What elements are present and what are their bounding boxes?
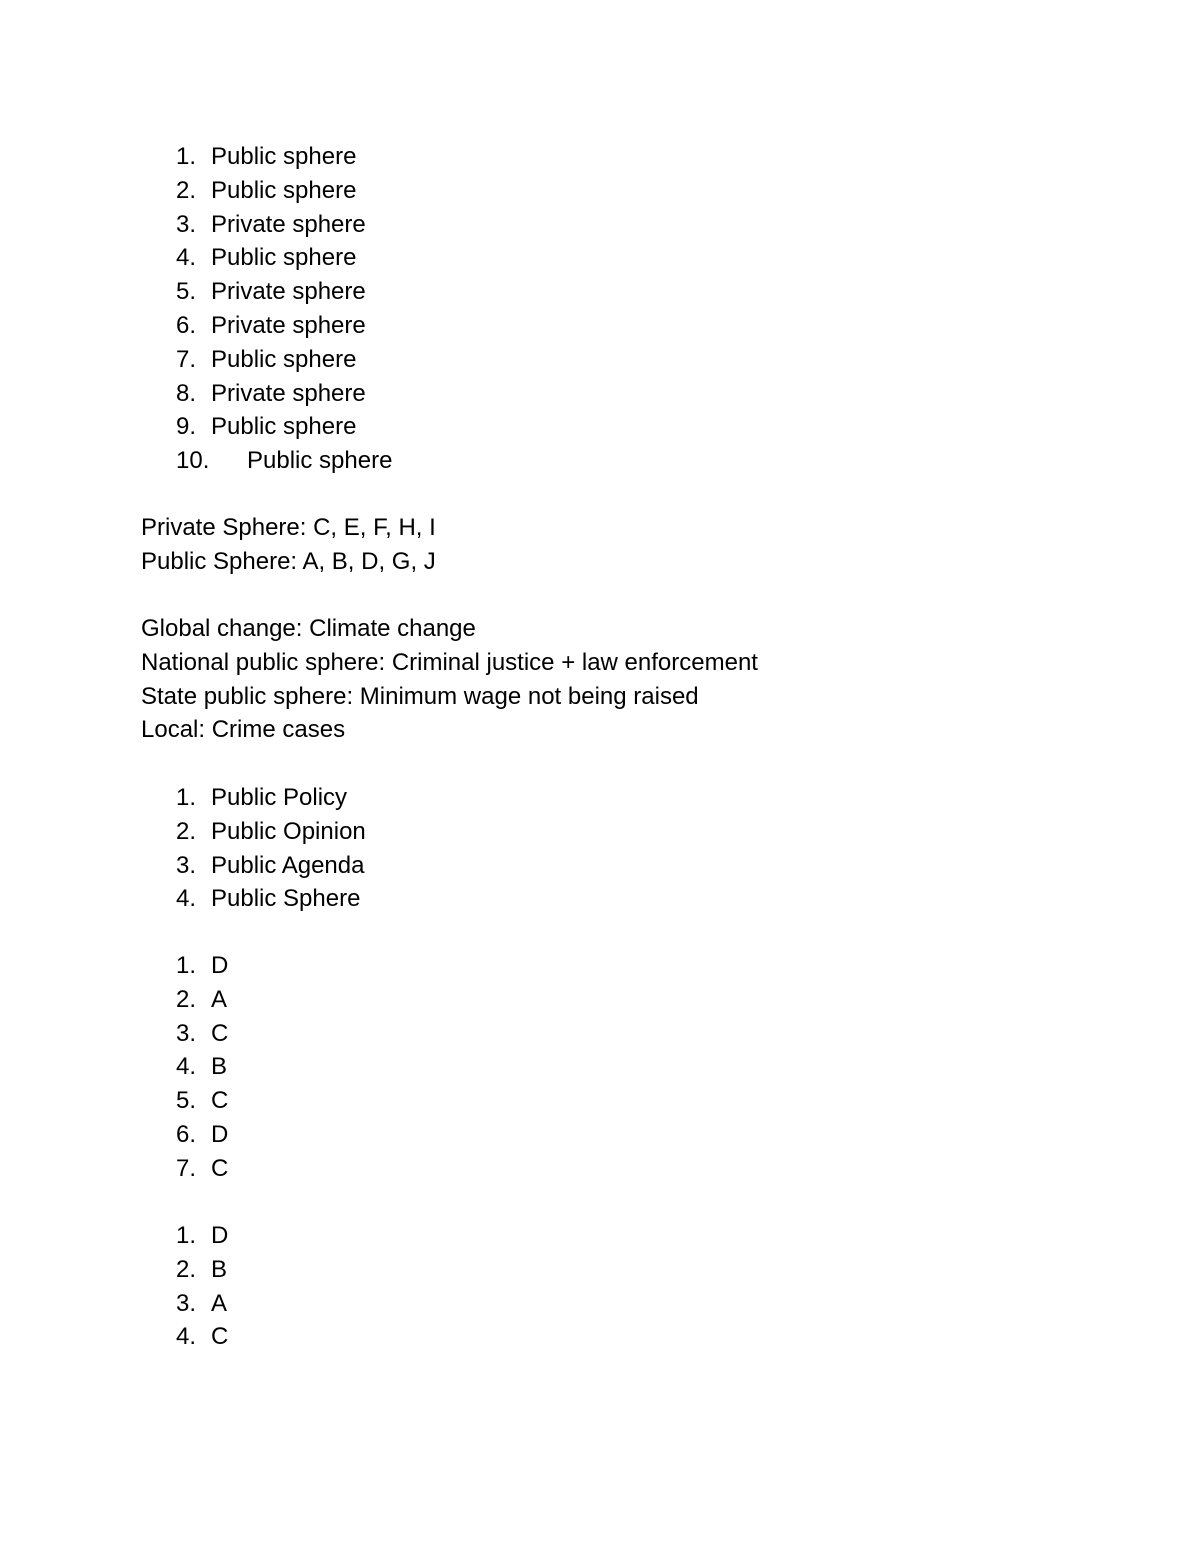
list-item: 9. Public sphere <box>176 413 357 441</box>
list-item: 10. Public sphere <box>176 447 393 475</box>
list-item: 1. Public Policy <box>176 784 348 811</box>
level-line: State public sphere: Minimum wage not being raised <box>141 682 699 710</box>
letter-answer-list-2 <box>141 1219 228 1354</box>
terms-list <box>141 781 366 916</box>
list-item: 4. Public sphere <box>176 244 357 272</box>
list-item: 3. Private sphere <box>176 210 366 238</box>
list-item: 5. Private sphere <box>176 278 366 306</box>
letter-answer-list-1 <box>141 949 228 1186</box>
list-item: 5. C <box>176 1087 229 1115</box>
list-item: 6. Private sphere <box>176 311 366 339</box>
list-item: 8. Private sphere <box>176 379 366 407</box>
list-item: 3. A <box>176 1289 228 1317</box>
list-item: 7. Public sphere <box>176 345 357 373</box>
level-line: Global change: Climate change <box>141 615 476 642</box>
list-item: 3. Public Agenda <box>176 851 365 879</box>
list-item: 4. Public Sphere <box>176 885 361 913</box>
sphere-summary <box>141 511 436 579</box>
list-item: 3. C <box>176 1019 229 1047</box>
list-item: 2. Public sphere <box>176 176 357 204</box>
level-line: National public sphere: Criminal justice + law enforcement <box>141 648 758 676</box>
list-item: 2. A <box>176 985 228 1013</box>
sphere-answer-list <box>141 140 392 478</box>
list-item: 7. C <box>176 1154 229 1182</box>
list-item: 4. C <box>176 1323 229 1351</box>
public-sphere-line: Public Sphere: A, B, D, G, J <box>141 547 436 575</box>
sphere-levels <box>141 612 758 747</box>
list-item: 1. D <box>176 952 229 979</box>
list-item: 1. Public sphere <box>176 143 357 170</box>
list-item: 2. B <box>176 1255 228 1283</box>
list-item: 6. D <box>176 1120 229 1148</box>
list-item: 2. Public Opinion <box>176 817 366 845</box>
level-line: Local: Crime cases <box>141 716 346 744</box>
list-item: 4. B <box>176 1053 228 1081</box>
list-item: 1. D <box>176 1222 229 1249</box>
private-sphere-line: Private Sphere: C, E, F, H, I <box>141 514 436 541</box>
